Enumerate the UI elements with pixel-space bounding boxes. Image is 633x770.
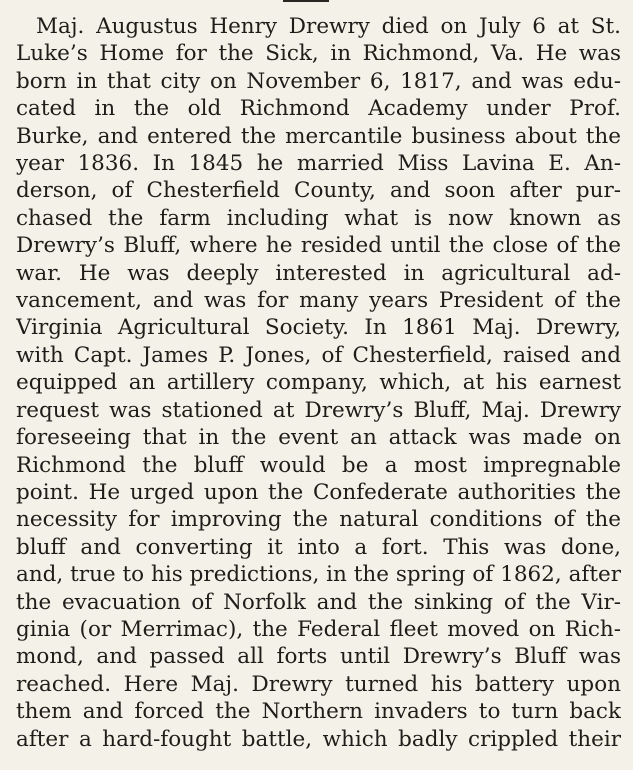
text-line: war. He was deeply interested in agricultural ad- [16,260,621,286]
text-line: the evacuation of Norfolk and the sinking of the Vir- [16,589,621,615]
text-line: born in that city on November 6, 1817, and was edu- [16,68,621,94]
text-line: mond, and passed all forts until Drewry’s Bluff was [16,644,621,670]
text-line: Drewry’s Bluff, where he resided until the close of the [16,233,621,259]
text-line: equipped an artillery company, which, at his earnest [16,370,621,396]
text-line: Virginia Agricultural Society. In 1861 Maj. Drewry, [16,315,621,341]
text-line: Richmond the bluff would be a most impregnable [16,452,621,478]
text-line: point. He urged upon the Confederate authorities the [16,479,621,505]
text-line: reached. Here Maj. Drewry turned his battery upon [16,671,621,697]
text-line: derson, of Chesterfield County, and soon after pur- [16,178,621,204]
text-line: ginia (or Merrimac), the Federal fleet moved on Rich- [16,616,621,642]
text-line: necessity for improving the natural conditions of the [16,507,621,533]
text-line: chased the farm including what is now known as [16,205,621,231]
text-line: year 1836. In 1845 he married Miss Lavina E. An- [16,151,621,177]
text-line: with Capt. James P. Jones, of Chesterfield, raised and [16,342,621,368]
text-line: Burke, and entered the mercantile business about the [16,123,621,149]
text-line: cated in the old Richmond Academy under Prof. [16,96,621,122]
text-line: them and forced the Northern invaders to turn back [16,699,621,725]
obituary-paragraph [16,13,621,753]
text-line: foreseeing that in the event an attack was made on [16,425,621,451]
section-divider-rule [283,0,329,2]
text-line: request was stationed at Drewry’s Bluff, Maj. Drewry [16,397,621,423]
text-line: after a hard-fought battle, which badly crippled their [16,726,621,752]
text-line: bluff and converting it into a fort. This was done, [16,534,621,560]
text-line: Maj. Augustus Henry Drewry died on July 6 at St. [36,14,621,39]
text-line: Luke’s Home for the Sick, in Richmond, Va. He was [16,41,621,67]
text-line: vancement, and was for many years President of the [16,288,621,314]
text-line: and, true to his predictions, in the spring of 1862, after [16,562,621,588]
